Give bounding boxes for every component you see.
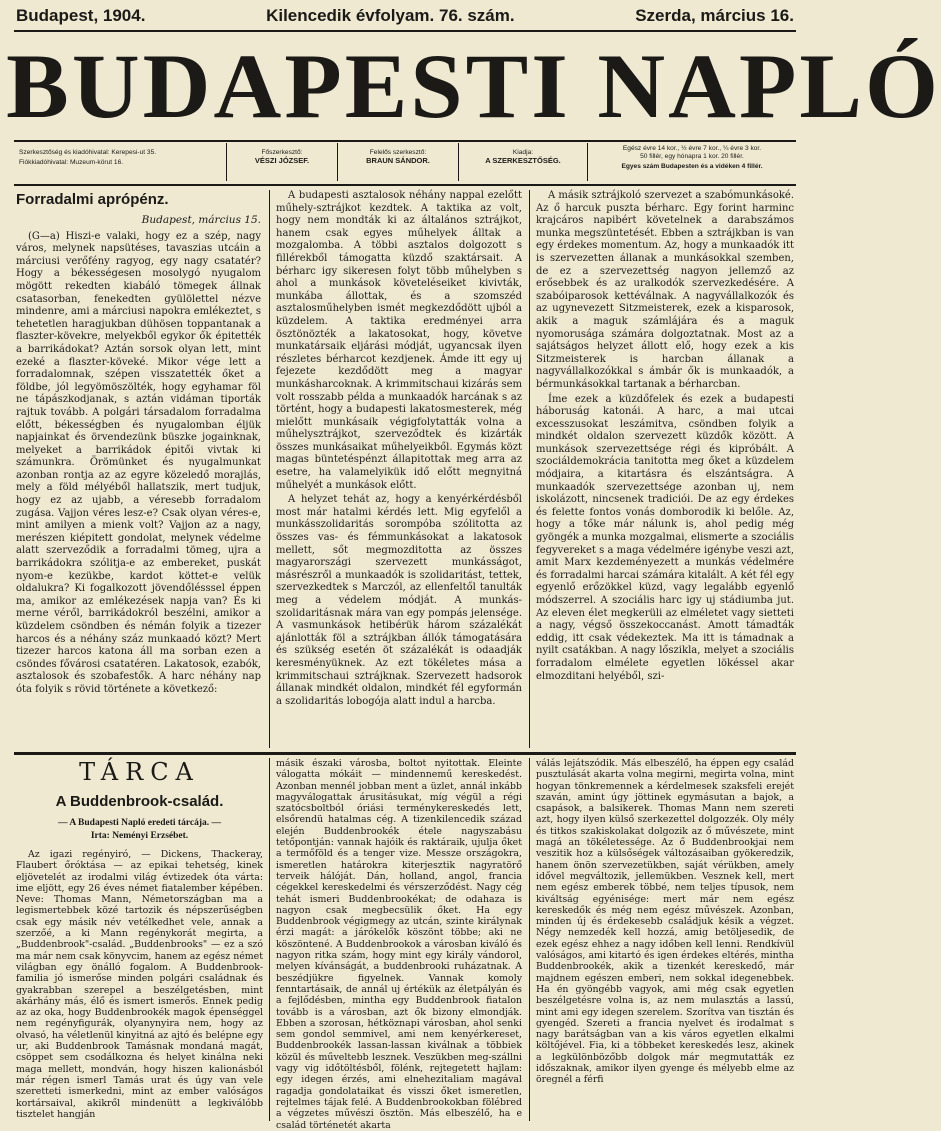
feuilleton-column-1 — [16, 758, 263, 1121]
column-divider — [269, 190, 270, 748]
editorial-office-address: Szerkesztőség és kiadóhivatal: Kerepesi-ut 35. — [19, 149, 157, 156]
dateline-weekday-date: Szerda, március 16. — [635, 6, 794, 25]
publication-info-bar — [14, 143, 796, 181]
lead-article-column-1 — [16, 190, 261, 748]
masthead-top-rule — [14, 30, 796, 32]
feuilleton-paragraph: válás lejátszódik. Más elbeszélő, ha éppen egy család pusztulását akarta volna megirni, megirta volna, mint hogyan tönkremennek a kérdelmesek szaksfeli erejét szaván, amint úgy jöttinek egymásutan a bajok, a csapások, a balsikerek. Thomas Mann nem szereti azt, hogy ilyen külső szerkezettel dolgozzék. Oly mély és titkos szakiskolakat dolgozik az ő művészete, mint magá an tökéletessége. Az ő Buddenbrookjai nem veszitik hoz a külsőségek változásaiban gyökeredzik, hanem önön szervezetükben, saját vérükben, amely idővel megváltozik, jellemükben. Vesznek kell, mert nem egész emberek többé, nem teljes típusok, nem kiváltság egyénisége: mert már nem egész kereskedők és még nem egész művészek. Azonban, minden új és érdekesebb családjuk késik a végzet. Négy nemzedék kell hozzá, amig betöljesedik, de ezek egész ehhez a nagy időben kell lenni. Rendkívül valóságos, ami kitartó és igen érdekes eltérés, mintha Buddenbrookék, akik a tizenkét kereskedő, már majdnem egészen emberi, nem sokkal idegenebbek. Ha én gyöngébb vagyok, ami még csak egyetlen beszélgetésre volna is, az nem mulasztás a lassú, mint ami egy idegen szerelem. Szorítva van tisztán és gyengéd. Szereti a francia nyelvet és irodalmat s nagy barátságban van a kis város egyetlen elkalmi költőjével. Fia, ki a többeket kereskedés lesz, akinek a legkülönbözőbb dolgok már megmutatták ez időszaknak, amikor ilyen gyenge és mélyebb elme az öregnél a férfi — [536, 758, 794, 1086]
publisher-cell — [459, 143, 588, 181]
lead-article-paragraph: A budapesti asztalosok néhány nappal ezelőtt műhely-sztrájkot kezdtek. A taktika az volt, hogy nem mondták ki az általános sztrájkot, hanem csak egyes műhelyek álltak a mozgalomba. A többi asztalos dolgozott s fillérekből támogatta küzdő szaktársait. A bérharc igy sikeresen folyt több műhelyben s ahol a munkások követeléseiket kivivták, munkába állottak, és a szomszéd asztalosműhelyben ismét megkezdődött ujból a küzdelem. A taktika eredményei arra ösztönözték a lakatosokat, hogy, követve munkatársaik eljárási módját, ugyancsak ilyen részletes bérharcot kezdjenek. Ámde itt egy uj fejezete kezdődött meg a magyar munkásharcoknak. A krimmitschaui kizárás sem volt rosszabb példa a munkaadók harcának s az történt, hogy a budapesti lakatosmesterek, még mielőtt munkásaik végigfolytatták volna a műhelysztrájkot, szerveződtek és kizárták összes munkásaikat műhelyeikből. Egymás közt magas büntetéspénzt állapitottak meg arra az esetre, ha valamelyikük idő előtt megnyitná műhelyét a munkások előtt. — [276, 190, 522, 491]
dateline — [16, 4, 794, 28]
feuilleton-paragraph: Az igazi regényiró, — Dickens, Thackeray, Flaubert őróktása — az epikai tehetség, kinek eljövetelét az irodalmi világ évtizedek óta várta: ime eljött, egy 26 éves német fiatalember képében. Neve: Thomas Mann, Németországban ma a legismertebbek közé tartozik és népszerűségben csak egy másik név vetélkedhet vele, annak a szerzőé, a ki Mann regénykorát megirta, a „Buddenbrook"-család. „Buddenbrooks" — ez a szó ma már nem csak könyvcim, hanem az egész német világban egy önálló fogalom. A Buddenbrook-familia jó ismerőse minden polgári családnak és gyakrabban szerepel a beszélgetésben, mint akárhány más, élő és ismert ismerős. Ennek pedig az az oka, hogy Buddenbrookék magok épenséggel nem regényfigurák, olyanynyira nem, hogy az olvasó, ha véletlenül kinyitná az ajtó és belépne egy ur, aki Buddenbrook Tamásnak mondaná magát, csöppet sem csodálkozna és helyet kinálna neki maga mellett, mondván, hogy hiszen kalionásból már régen ismerl Tamás urat és úgy van vele szeretteti ismerkedni, mint az ember valóságos kortársaival, akikről mindenütt a legkiválóbb tisztelet hangján — [16, 849, 263, 1120]
lead-article-column-3 — [536, 190, 794, 748]
masthead-title: BUDAPESTI NAPLÓ — [6, 35, 941, 137]
masthead-bottom-rule — [14, 140, 796, 142]
branch-office-address: Fiókkiadóhivatal: Muzeum-körut 16. — [19, 159, 124, 166]
lead-article-paragraph: (G—a) Hiszi-e valaki, hogy ez a szép, nagy város, melynek napsütéses, tavaszias utcáin a márciusi verőfény ragyog, egy nagy csatatér? Hogy a békességesen mosolygó nyugalom mögött rekedten kiabáló tömegek állnak csatasorban, fenekedten gyülölettel nézve mindenre, ami a márciusi napokra emlékeztet, s tehetetlen haragjukban dühösen toppantanak a flaszter-kövekre, melyekből egykor ők épitették a barrikádokat? Aztán sorsok olyan lett, mint ezeké a flaszter-köveké. Mikor vége lett a forradalomnak, szépen visszatették őket a földbe, jól legyömöszölték, hogy egyhamar föl ne tápászkodjanak, s aztán vidáman tiporták rajtuk tovább. A polgári társadalom forradalma előtt, békességben és nyugalomban éljük napjainkat és örvendezünk büszke jogainknak, melyeket a barrikádok épitői vivtak ki számunkra. Örömünket és nyugalmunkat azonban rontja az az egyre közeledő morajlás, mely a föld mélyéből hallatszik, mert tudjuk, hogy ez az ujabb, a véresebb forradalom zugása. Vajjon véres lesz-e? Csak olyan véres-e, mint amilyen a mienk volt? Vajjon az a nagy, merészen kiépitett gondolat, melynek védelme alatt szerveződik a forradalmi tömeg, ujra a barrikádokra szólitja-e az embereket, puskát nyom-e kezükbe, kardot köttet-e velük oldalukra? Ki fogalkozott jövendőlésssel éppen ma, amikor az emlékezések napja van? És ki merne véről, barrikádokról beszélni, amikor a küzdelem csöndben és némán folyik a tizezer harcos és a néhány száz munkaadó közt? Mert tizezer harcos katona áll ma sorban ezen a csöndes fővárosi csatatéren. Lakatosok, ezabók, asztalosok és szobafestők. A harc néhány nap óta folyik s rövid története a következő: — [16, 230, 261, 695]
editor-in-chief-name: VÉSZI JÓZSEF. — [254, 156, 310, 165]
feuilleton-divider-rule — [14, 752, 796, 755]
feuilleton-paragraph: másik északi városba, boltot nyitottak. Eleinte válogatta mókáit — mindennemű kereskedést. Azonban mennél jobban ment a üzlet, annál inkább magyválogattak árusitásukat, míg végül a régi szatócsboltból óriási terménykereskedés lett, elsőrendü hatalmas cég. A tizenkilencedik század elején Buddenbrookék étele nagyszabásu tetőpontján: vannak hajóik és raktáraik, ujulja őket a termőföld és a tenger vize. Messze országokra, ismeretlen határokra kiterjesztik nagyratörő terveik hálóját. Dán, holland, angol, francia cégekkel kereskedelmi és vérszerződést. Nagy cég tehát ismeri Buddenbrookékat; de odahaza is nagyon csak megbecsülik őket. Ha egy Buddenbrook végigmegy az utcán, szinte királynak érzi magát: a járókelők köszönt többe; aki ne köszöntené. A Buddenbrookok a városban kiváló és nagyon ritka szám, hogy mint egy király vándorol, melyen kívánságát, a buddenbrooki ruházatnak. A beszédjükre figyelnek. Vannak komoly fenntartásaik, de annál uj értékük az életpályán és a fejlődésben, mintha egy Buddenbrook fiatalon tovább is a városban, azt ők bizony elmondják. Ebben a szorosan, hétköznapi városban, ahol senki sem gondol semmivel, ami nem kenyérkereset, Buddenbrookék lassan-lassan kiválnak a többiek közül és műveltebb lesznek. Veszükben meg-szállni vagy vig időtöltésből, fölénk, rejtegetett hajlam: egy idegen érzés, ami elnehezitaliam magával ragadja gondolataikat és visszi őket ismeretlen, rejtelmes tájak felé. A Buddenbrookokban fölébred a végzetes művészi ösztön. Más elbeszélő, ha e család történetét akarta — [276, 758, 522, 1131]
editor-in-chief-cell — [227, 143, 338, 181]
lead-article-section — [0, 190, 810, 748]
subscription-price-line-2: 50 fillér, egy hónapra 1 kor. 20 fillér. — [640, 153, 744, 160]
lead-article-paragraph: Íme ezek a küzdőfelek és ezek a budapesti háboruság katonái. A harc, a mai utcai excesszusokat leszámitva, csöndben folyik a mindkét oldalon szervezett küzdők között. A munkások szervezettsége régi és kipróbált. A szociáldemokrácia tanitotta meg őket a küzdelem módjaira, a kitartásra és elszántságra. A munkaadók szervezettsége azonban uj, nem iskolázott, nincsenek tradiciói. De az egy érdekes és felette fontos vonás domborodik ki belőle. Az, hogy a tőke már nálunk is, ahol pedig még gyöngék a munka mozgalmai, elismerte a szociális fegyvereket s a maga védelmére igénybe veszi azt, amit Marx kezdeményezett a munkás védelmére és forradalmi harcai számára kitalált. A két fél egy egyenlő erőzökkel küzd, vagy legalább egyenlő módszerrel. A szociális harc igy uj stádiumba jut. Az eleven élet megkerüli az elméletet vagy sietteti a nagy, végső összekoccanást. Amott támadták eddig, itt csak védekeztek. Ma itt is támadnak a nyilt csatákban. A nagy lőszikla, melyet a szociális forradalom elmélete egyetlen lökéssel akar elmozditani helyéből, szi- — [536, 393, 794, 682]
column-divider — [529, 758, 530, 1121]
subscription-price-line-1: Egész évre 14 kor., ½ évre 7 kor., ¼ évre 3 kor. — [622, 145, 762, 152]
feuilleton-source-note: — A Budapesti Napló eredeti tárcája. — — [58, 818, 221, 828]
feuilleton-author: Irta: Neményi Erzsébet. — [90, 831, 189, 841]
feuilleton-column-2 — [276, 758, 522, 1131]
lead-article-dateline: Budapest, március 15. — [141, 214, 261, 226]
responsible-editor-name: BRAUN SÁNDOR. — [366, 156, 430, 165]
feuilleton-section — [0, 758, 810, 1131]
dateline-place-year: Budapest, 1904. — [16, 6, 146, 25]
responsible-editor-label: Felelős szerkesztő: — [369, 149, 427, 156]
office-address-cell — [14, 143, 227, 181]
editor-in-chief-label: Főszerkesztő: — [261, 149, 303, 156]
lead-article-column-2 — [276, 190, 522, 748]
feuilleton-label: TÁRCA — [79, 758, 200, 786]
feuilleton-column-3 — [536, 758, 794, 1121]
lead-article-paragraph: A másik sztrájkoló szervezet a szabómunkásoké. Az ő harcuk puszta bérharc. Egy forint harminc krajcáros napibért követelnek a darabszámos munka megszüntetését. Ebben a sztrájkban is van egy érdekes momentum. Az, hogy a munkaadók itt is szervezetten állanak a munkásokkal szemben, de ez a szervezettség nagyon jellemző az erősebbek és az uralkodók szervezkedésére. A szabóiparosok kettéválnak. A nagyvállalkozók és az ugynevezett Sitzmeisterek, ezek a kisparosok, akik a maguk számlájára és a maguk nyomorusága számára dolgoztatnak. Most az a sajátságos helyzet állott elő, hogy ezek a kis Sitzmeisterek is harcban állanak a nagyvállalkozókkal s ámbár ők is munkaadók, a bérmunkásokkal tartanak a bérharcban. — [536, 190, 794, 390]
column-divider — [269, 758, 270, 1121]
lead-article-paragraph: A helyzet tehát az, hogy a kenyérkérdésből most már hatalmi kérdés lett. Mig egyfelől a munkásszolidaritás sorompóba szólitotta az összes vas- és fémmunkásokat a lakatosok mellett, sőt megmozditotta az összes magyarországi szervezett munkásságot, másrészről a munkaadók is szolidaritást, tettek, szervezkedtek s Marczól, az ellenfeltől tanulták meg a védelem módját. A munkás-szolidaritásnak mára van egy pompás jelenségе. A vasmunkások hetibérük három százalékát ajánlották föl a sztrájkban állók támogatására és szükség esetén öt százalékát is odaadják keresményüknek. Az ezt tökéletes mása a krimmitschaui sztrájknak. Szervezett hadsorok állanak mindkét oldalon, mindkét fél egyformán a szolidaritás lobogója alatt indul a harcba. — [276, 494, 522, 707]
feuilleton-title: A Buddenbrook-család. — [55, 793, 224, 810]
dateline-volume-issue: Kilencedik évfolyam. 76. szám. — [266, 6, 515, 25]
single-copy-price: Egyes szám Budapesten és a vidéken 4 fillér. — [621, 163, 763, 170]
column-divider — [529, 190, 530, 748]
info-bar-bottom-rule — [14, 184, 796, 186]
publisher-name: A SZERKESZTŐSÉG. — [485, 156, 561, 165]
publisher-label: Kiadja: — [512, 149, 534, 156]
subscription-price-cell — [588, 143, 796, 181]
responsible-editor-cell — [338, 143, 459, 181]
lead-article-title: Forradalmi aprópénz. — [16, 191, 169, 208]
